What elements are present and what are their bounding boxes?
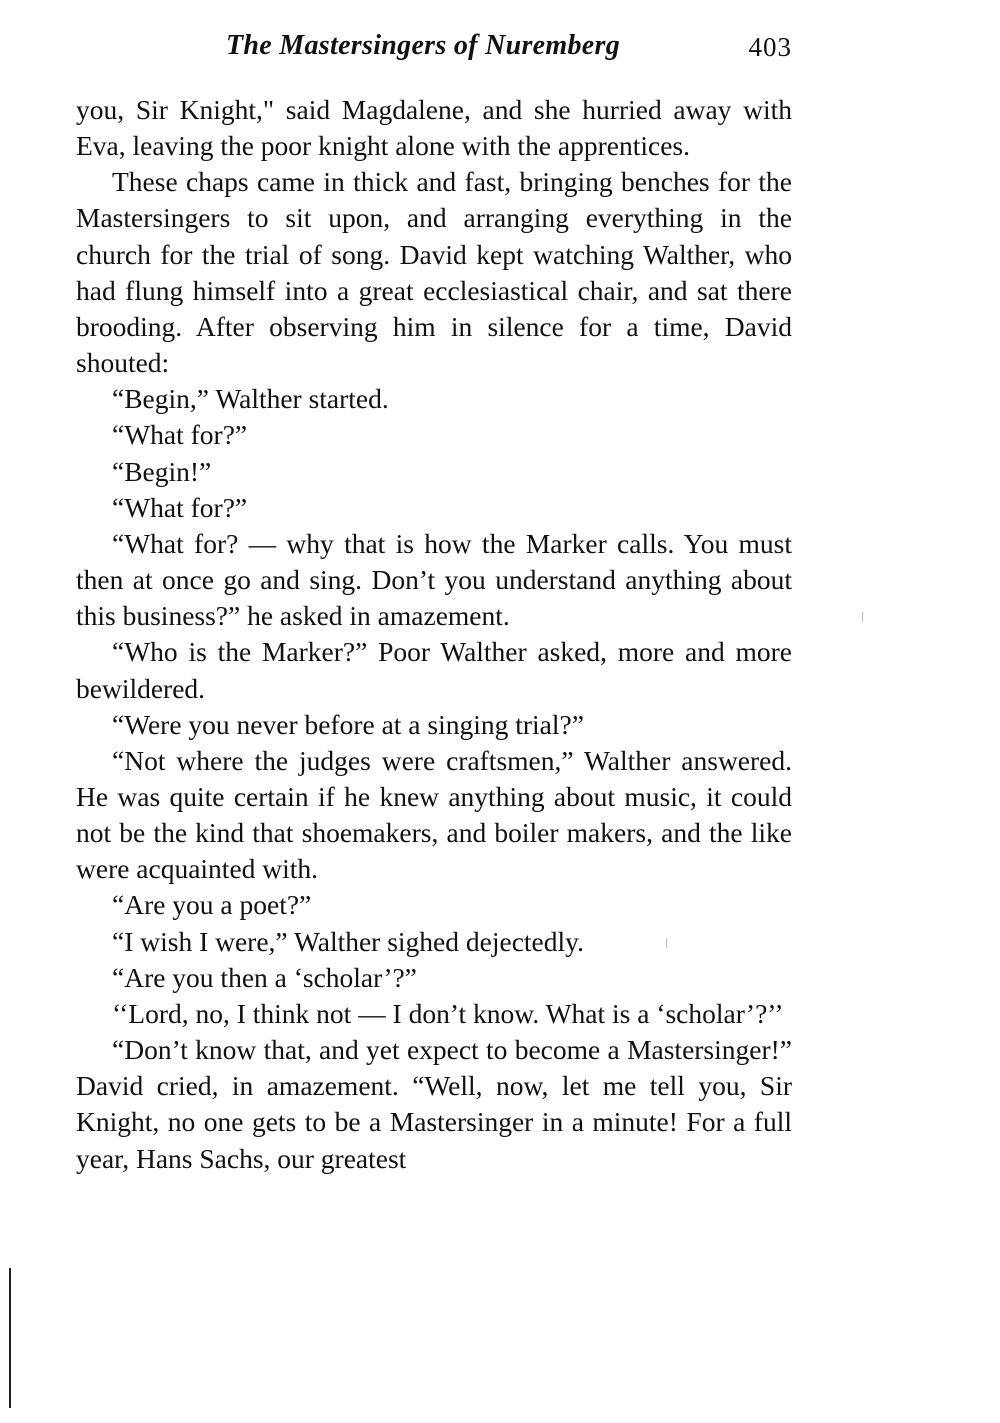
paragraph: “Don’t know that, and yet expect to become a Mastersinger!” David cried, in amazement. “Well, now, let me tell you, Sir Knight, no one gets to be a Mastersinger in a minute! For a full year, Hans Sachs, our greatest <box>76 1034 792 1174</box>
paragraph: ‘‘Lord, no, I think not — I don’t know. What is a ‘scholar’?’’ <box>112 997 784 1029</box>
paragraph: “What for? — why that is how the Marker calls. You must then at once go and sing. Don’t you understand anything about this business?” he asked in amazement. <box>76 527 792 632</box>
paragraph: you, Sir Knight," said Magdalene, and she hurried away with Eva, leaving the poor knight alone with the apprentices. <box>76 94 792 162</box>
paragraph: These chaps came in thick and fast, bringing benches for the Mastersingers to sit upon, and arranging everything in the church for the trial of song. David kept watching Walther, who had flung himself into a great ecclesiastical chair, and sat there brooding. After observing him in silence for a time, David shouted: <box>76 166 792 379</box>
scan-speck <box>862 612 863 622</box>
running-title: The Mastersingers of Nuremberg <box>226 30 621 61</box>
paragraph: “I wish I were,” Walther sighed dejectedly. <box>112 925 584 957</box>
paragraph: “What for?” <box>112 419 248 451</box>
paragraph: “Were you never before at a singing trial?” <box>112 708 584 740</box>
running-head <box>76 30 792 70</box>
paragraph: “Begin!” <box>112 455 212 487</box>
paragraph: “What for?” <box>112 491 248 523</box>
scan-margin-mark <box>9 1268 11 1408</box>
scan-speck <box>666 938 667 948</box>
body-text <box>76 92 792 1177</box>
paragraph: “Begin,” Walther started. <box>112 383 389 415</box>
paragraph: “Not where the judges were craftsmen,” Walther answered. He was quite certain if he knew anything about music, it could not be the kind that shoemakers, and boiler makers, and the like were acquainted with. <box>76 744 792 885</box>
paragraph: “Are you a poet?” <box>112 889 312 921</box>
paragraph: “Who is the Marker?” Poor Walther asked, more and more bewildered. <box>76 636 792 704</box>
paragraph: “Are you then a ‘scholar’?” <box>112 961 417 993</box>
page-number: 403 <box>748 32 792 62</box>
